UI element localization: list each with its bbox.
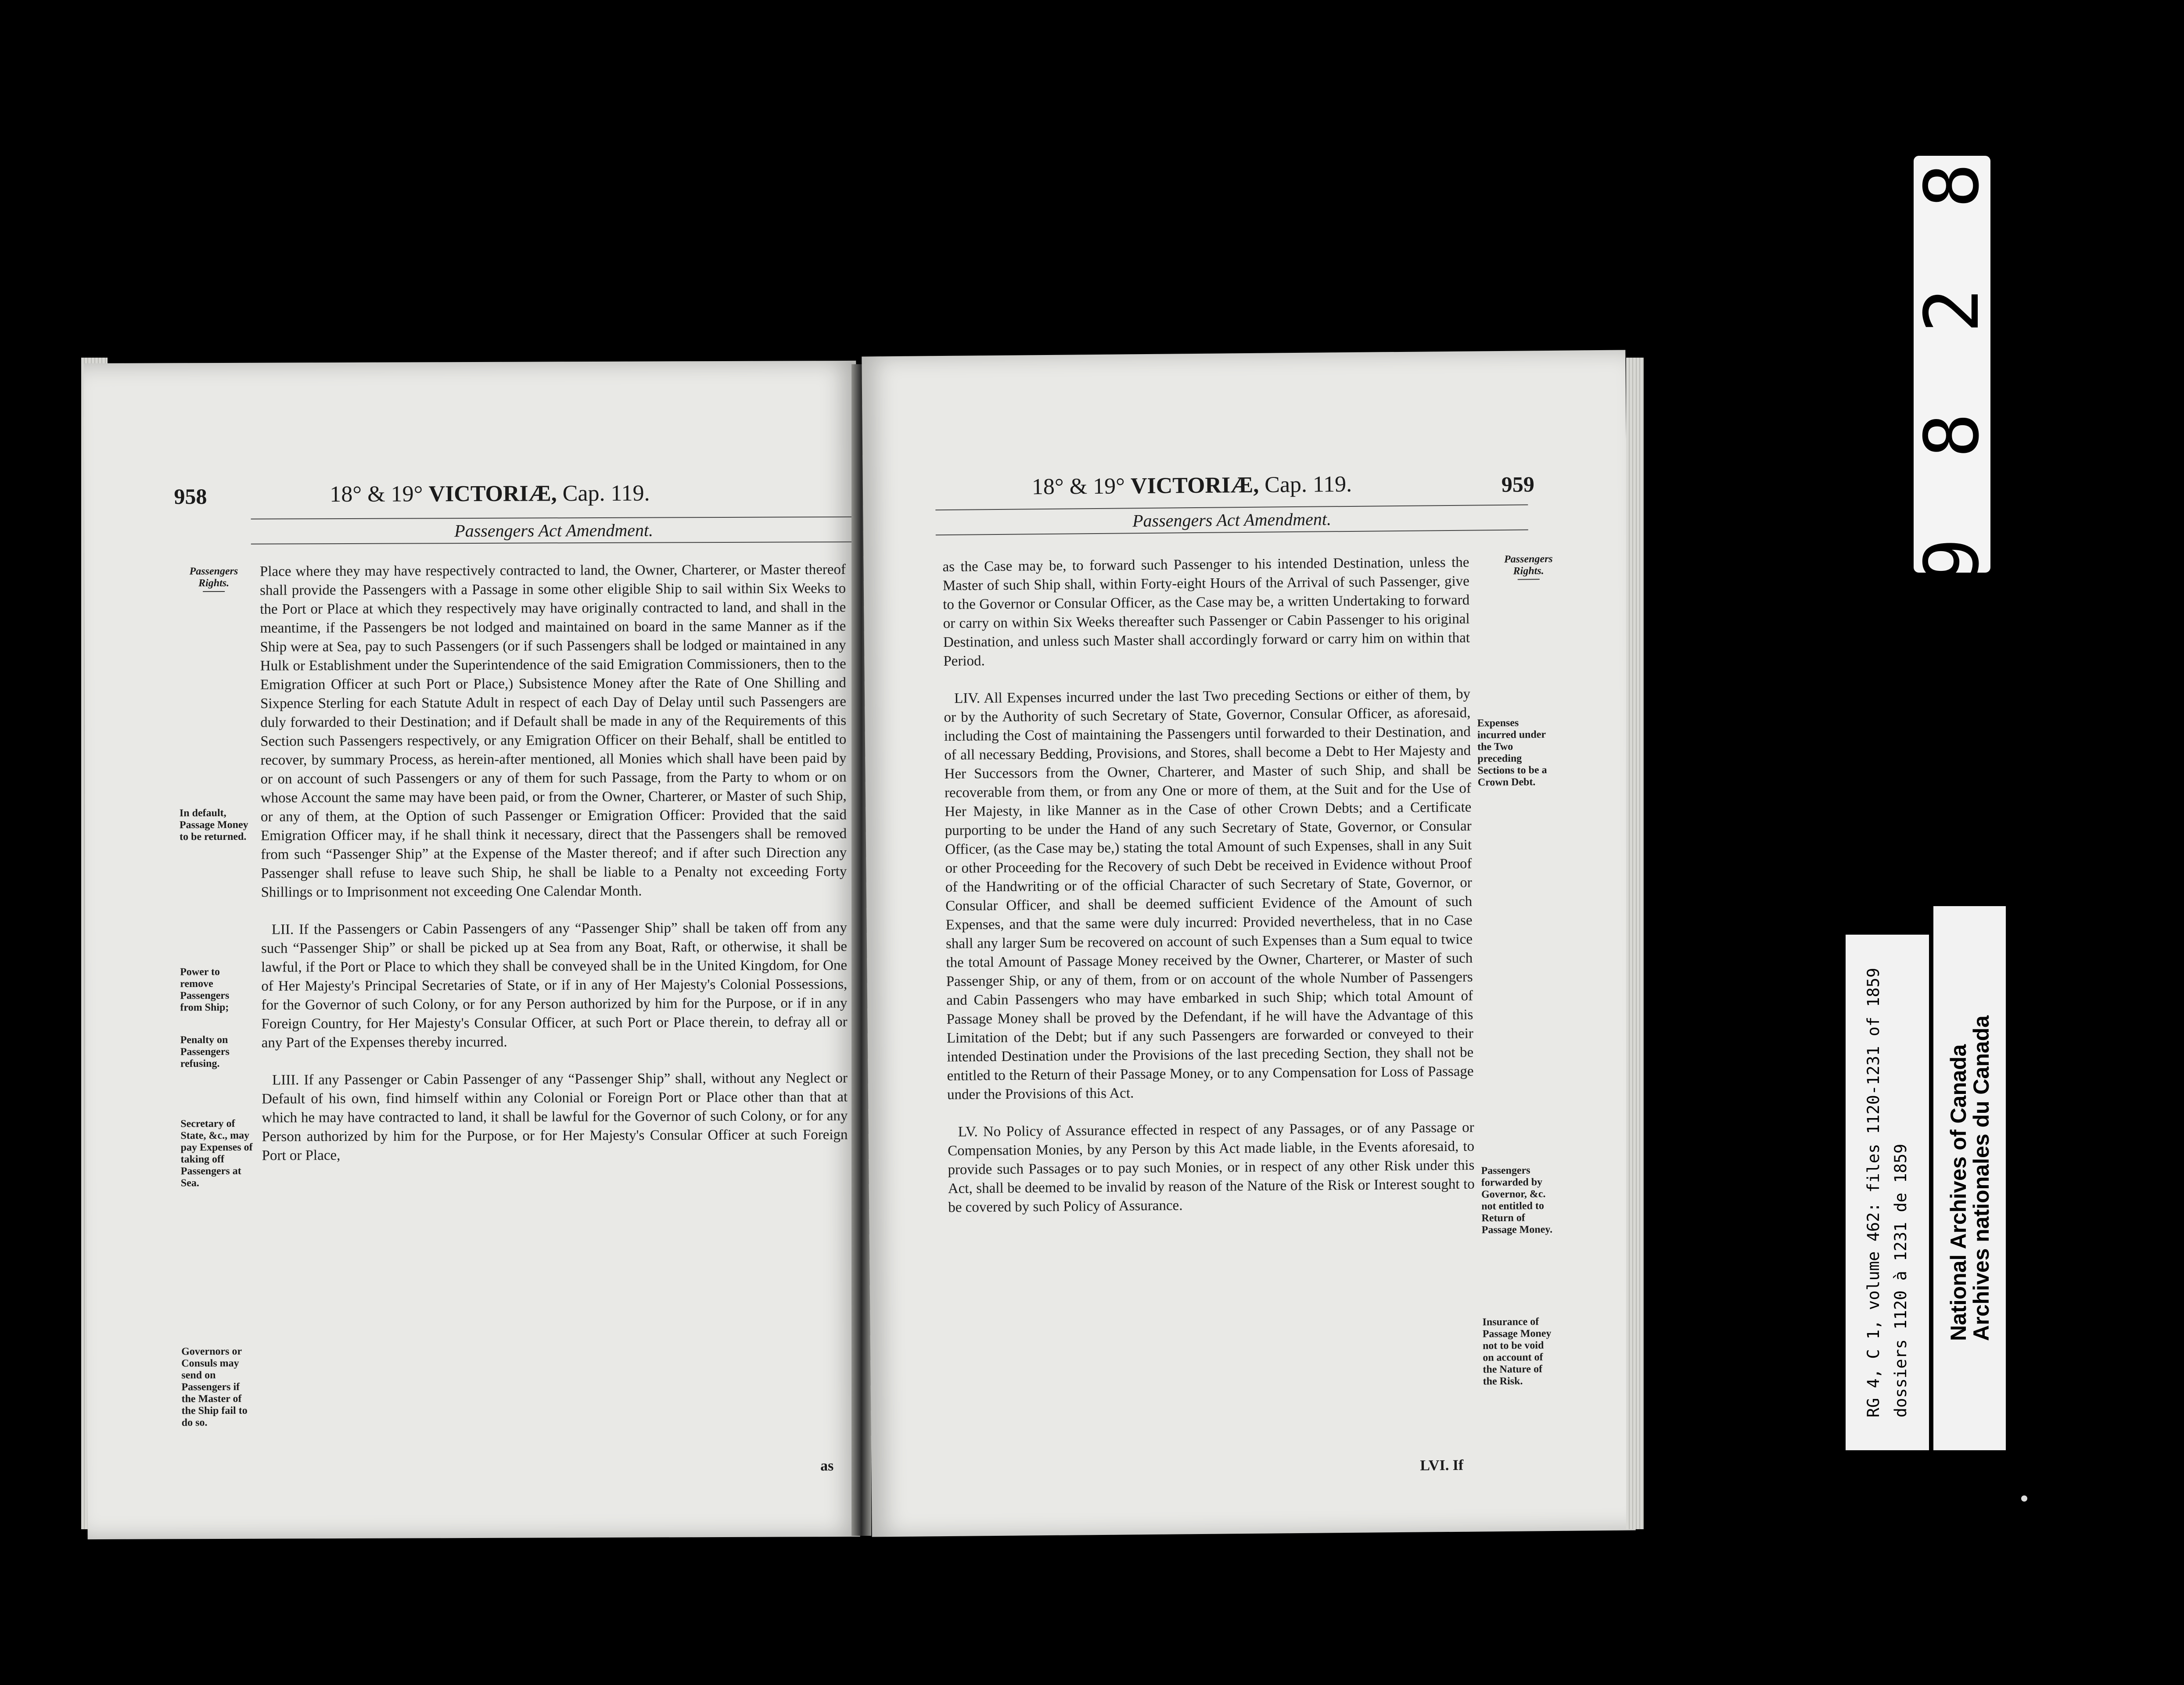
left-note-penalty: Penalty on Passengers refusing. — [180, 1034, 230, 1070]
left-page — [83, 361, 860, 1539]
archive-reference-label — [1846, 935, 1929, 1450]
title-prefix: 18° & 19° — [330, 481, 423, 507]
left-page-subtitle: Passengers Act Amendment. — [251, 516, 857, 545]
right-paragraph-LV: LV. No Policy of Assurance effected in respect of any Passages, or of any Passage or Compensation Monies, by any Person by this Act made liable, in the Events aforesaid, to provide such Passages or to pay such Monies, or in respect of any other Risk under this Act, shall be deemed to be invalid by reason of the Nature of the Risk or Interest sought to be covered by such Policy of Assurance. — [947, 1119, 1475, 1215]
archive-reference-line2: dossiers 1120 à 1231 de 1859 — [1891, 1144, 1910, 1417]
note-text: Passengers Rights. — [189, 565, 238, 589]
left-note-passengers-rights — [185, 566, 242, 592]
left-note-default: In default, Passage Money to be returned. — [179, 807, 248, 843]
right-paragraph-LIV: LIV. All Expenses incurred under the last Two preceding Sections or either of them, by or by the Authority of such Secretary of State, Governor, Consular Officer, as aforesaid, including the Cost of maintaining the Passengers until forwarded to their Destination, and of all necessary Bedding, Provisions, and Stores, shall become a Debt to Her Majesty and Her Successors from the Owner, Charterer, and Master of such Ship, and shall be recoverable from them, or from any One or more of them, at the Suit and for the Use of Her Majesty, in like Manner as in the Case of other Crown Debts; and a Certificate purporting to be under the Hand of any such Secretary of State, Governor, or Consular Officer, (as the Case may be,) stating the total Amount of such Expenses, shall in any Suit or other Proceeding for the Recovery of such Debt be received in Evidence without Proof of the Handwriting or of the official Character of such Secretary of State, Governor, or Consular Officer, and shall be deemed sufficient Evidence of the Amount of such Expenses, and that the same were duly incurred: Provided nevertheless, that in no Case shall any larger Sum be recovered on account of such Expenses than a Sum equal to twice the total Amount of Passage Money received by the Owner, Charterer, or Master of such Passenger Ship, or any of them, from or on account of the whole Number of Passengers and Cabin Passengers who may have embarked in such Ship; which total Amount of Passage Money shall be proved by the Defendant, if he will have the Advantage of this Limitation of the Debt; but if any such Passengers are forwarded or conveyed to their intended Destination under the Provisions of the last preceding Section, they shall not be entitled to the Return of their Passage Money, or to any Compensation for Loss of Passage under the Provisions of this Act. — [944, 686, 1474, 1103]
right-note-forwarded: Passengers forwarded by Governor, &c. not entitled to Return of Passage Money. — [1481, 1165, 1553, 1236]
registration-dot — [2021, 1495, 2027, 1502]
right-paragraph-1: as the Case may be, to forward such Passenger to his intended Destination, unless the Master of such Ship shall, within Forty-eight Hours of the Arrival of such Passenger, give to the Governor or Consular Officer, as the Case may be, a written Undertaking to forward or carry on within Six Weeks thereafter such Passenger or Cabin Passenger to his original Destination, and unless such Master shall accordingly forward or carry him on within that Period. — [942, 554, 1470, 670]
archive-name-english: National Archives of Canada — [1946, 1044, 1971, 1341]
frame-number-stamp — [1908, 21, 1996, 708]
right-note-passengers-rights — [1498, 553, 1559, 580]
left-page-header — [84, 477, 856, 515]
title-prefix: 18° & 19° — [1031, 473, 1125, 500]
right-page — [862, 350, 1635, 1537]
title-main: VICTORIÆ, — [1130, 472, 1259, 499]
right-note-insurance: Insurance of Passage Money not to be void on account of the Nature of the Risk. — [1482, 1316, 1552, 1387]
right-page-number: 959 — [1501, 472, 1535, 497]
left-page-body — [260, 560, 848, 1184]
left-note-governors: Governors or Consuls may send on Passengers if the Master of the Ship fail to do so. — [181, 1345, 248, 1429]
archive-name-text — [1947, 1015, 1993, 1341]
left-paragraph-1: Place where they may have respectively contracted to land, the Owner, Charterer, or Master thereof shall provide the Passengers with a Passage in some other eligible Ship to sail within Six Weeks to the Port or Place at which they respectively may have originally contracted to land, and shall in the meantime, if the Passengers be not lodged and maintained on board in the same Manner as if the Ship were at Sea, pay to such Passengers (or if such Passengers shall be lodged or maintained in any Hulk or Establishment under the Superintendence of the said Emigration Commissioners, then to the Emigration Officer at such Port or Place,) Subsistence Money after the Rate of One Shilling and Sixpence Sterling for each Statute Adult in respect of each Day of Delay until such Passengers are duly forwarded to their Destination; and if Default shall be made in any of the Requirements of this Section such Passengers respectively, or any Emigration Officer on their Behalf, shall be entitled to recover, by summary Process, as herein-after mentioned, all Monies which shall have been paid by or on account of such Passengers or any of them for such Passage, from the Party to whom or on whose Account the same may have been paid, or from the Owner, Charterer, or Master of such Ship, or any of them, at the Option of such Passenger or Emigration Officer: Provided that the said Emigration Officer may, if he shall think it necessary, direct that the Passengers shall be removed from such “Passenger Ship” at the Expense of the Master thereof; and if after such Direction any Passenger shall refuse to leave such Ship, he shall be liable to a Penalty not exceeding Forty Shillings or to Imprisonment not exceeding One Calendar Month. — [259, 562, 847, 900]
left-note-secretary: Secretary of State, &c., may pay Expenses of taking off Passengers at Sea. — [180, 1118, 253, 1189]
frame-number: 0 9 8 2 8 7 — [1908, 21, 1996, 708]
left-page-title — [330, 480, 650, 508]
right-catchword: LVI. If — [1420, 1457, 1464, 1474]
left-paragraph-LII: LII. If the Passengers or Cabin Passengers of any “Passenger Ship” shall be taken off from any such “Passenger Ship” or shall be picked up at Sea from any Boat, Raft, or otherwise, it shall be lawful, if the Port or Place to which they shall be conveyed shall be in the United Kingdom, for One of Her Majesty's Principal Secretaries of State, or if in any of Her Majesty's Colonial Possessions, for the Governor of such Colony, or for any Person authorized by him for the Purpose, or if in any Foreign Country, for Her Majesty's Consular Officer, at such Port or Place therein, to defray all or any Part of the Expenses thereby incurred. — [261, 920, 848, 1051]
right-page-title — [1032, 471, 1352, 500]
archive-reference-text — [1860, 968, 1915, 1417]
left-page-number: 958 — [174, 484, 207, 509]
right-note-expenses: Expenses incurred under the Two preceding Sections to be a Crown Debt. — [1477, 717, 1547, 789]
right-page-header — [863, 466, 1627, 508]
page-stack-edge-right — [1626, 358, 1644, 1529]
left-paragraph-LIII: LIII. If any Passenger or Cabin Passenger of any “Passenger Ship” shall, without any Neglect or Default of his own, find himself within any Colonial or Foreign Port or Place other than that at which he may have contracted to land, it shall be lawful for the Governor of such Colony, or for any Person authorized by him for the Purpose, or for Her Majesty's Consular Officer at such Foreign Port or Place, — [262, 1070, 848, 1164]
right-page-body — [942, 553, 1475, 1236]
left-note-power-remove: Power to remove Passengers from Ship; — [180, 966, 230, 1014]
archive-reference-line1: RG 4, C 1, volume 462: files 1120-1231 of 1859 — [1864, 968, 1883, 1417]
archive-name-french: Archives nationales du Canada — [1968, 1015, 1994, 1341]
note-text: Passengers Rights. — [1504, 553, 1553, 577]
right-page-subtitle: Passengers Act Amendment. — [935, 504, 1528, 535]
title-cap: Cap. 119. — [562, 480, 650, 506]
title-main: VICTORIÆ, — [428, 481, 557, 507]
archive-name-label — [1933, 906, 2006, 1450]
left-catchword: as — [820, 1458, 834, 1474]
title-cap: Cap. 119. — [1264, 471, 1352, 498]
